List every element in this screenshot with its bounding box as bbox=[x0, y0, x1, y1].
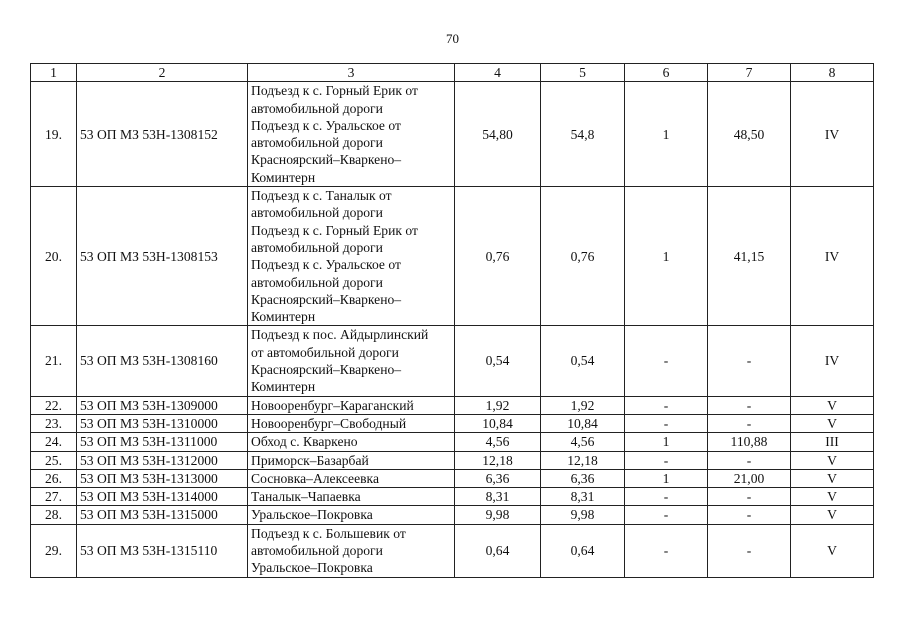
road-name-line: автомобильной дороги bbox=[251, 239, 383, 255]
road-name-line: Красноярский–Кваркено– bbox=[251, 291, 402, 307]
road-code-cell: 53 ОП МЗ 53Н-1314000 bbox=[77, 488, 248, 506]
road-name-line: Подъезд к с. Большевик от bbox=[251, 525, 406, 541]
road-name-line: Красноярский–Кваркено– bbox=[251, 152, 402, 168]
header-cell: 5 bbox=[541, 64, 625, 82]
road-code-cell: 53 ОП МЗ 53Н-1312000 bbox=[77, 451, 248, 469]
value-cell-col6: 1 bbox=[625, 187, 708, 326]
value-cell-col4: 1,92 bbox=[455, 396, 541, 414]
value-cell-col6: 1 bbox=[625, 433, 708, 451]
value-cell-col7: - bbox=[708, 451, 791, 469]
value-cell-col6: - bbox=[625, 414, 708, 432]
row-number-cell: 24. bbox=[31, 433, 77, 451]
value-cell-col5: 1,92 bbox=[541, 396, 625, 414]
road-name-line: Красноярский–Кваркено– bbox=[251, 362, 402, 378]
row-number-cell: 19. bbox=[31, 82, 77, 187]
table-row bbox=[31, 506, 874, 524]
road-name-cell bbox=[248, 414, 455, 432]
road-code-cell: 53 ОП МЗ 53Н-1310000 bbox=[77, 414, 248, 432]
road-name-line: Подъезд к с. Горный Ерик от bbox=[251, 222, 418, 238]
row-number-cell: 23. bbox=[31, 414, 77, 432]
category-cell: V bbox=[791, 488, 874, 506]
road-name-line: Уральское–Покровка bbox=[251, 507, 373, 523]
road-name-line: Подъезд к с. Уральское от bbox=[251, 117, 401, 133]
value-cell-col6: 1 bbox=[625, 82, 708, 187]
road-name-line: автомобильной дороги bbox=[251, 205, 383, 221]
category-cell: IV bbox=[791, 187, 874, 326]
category-cell: V bbox=[791, 451, 874, 469]
road-name-cell bbox=[248, 187, 455, 326]
road-code-cell: 53 ОП МЗ 53Н-1313000 bbox=[77, 469, 248, 487]
road-code-cell: 53 ОП МЗ 53Н-1315110 bbox=[77, 524, 248, 577]
road-name-line: автомобильной дороги bbox=[251, 100, 383, 116]
value-cell-col5: 4,56 bbox=[541, 433, 625, 451]
value-cell-col4: 10,84 bbox=[455, 414, 541, 432]
road-name-cell bbox=[248, 488, 455, 506]
table-row bbox=[31, 414, 874, 432]
table-row bbox=[31, 187, 874, 326]
value-cell-col7: 41,15 bbox=[708, 187, 791, 326]
value-cell-col4: 0,64 bbox=[455, 524, 541, 577]
category-cell: V bbox=[791, 524, 874, 577]
page-number: 70 bbox=[446, 31, 459, 46]
table-row bbox=[31, 82, 874, 187]
road-name-line: Таналык–Чапаевка bbox=[251, 489, 361, 505]
road-name-line: автомобильной дороги bbox=[251, 543, 383, 559]
road-name-cell bbox=[248, 524, 455, 577]
category-cell: IV bbox=[791, 82, 874, 187]
value-cell-col5: 10,84 bbox=[541, 414, 625, 432]
value-cell-col5: 8,31 bbox=[541, 488, 625, 506]
road-name-cell bbox=[248, 326, 455, 396]
road-name-line: Коминтерн bbox=[251, 379, 316, 395]
row-number-cell: 25. bbox=[31, 451, 77, 469]
value-cell-col7: - bbox=[708, 396, 791, 414]
value-cell-col7: - bbox=[708, 488, 791, 506]
road-name-line: от автомобильной дороги bbox=[251, 344, 399, 360]
table-row bbox=[31, 524, 874, 577]
category-cell: V bbox=[791, 414, 874, 432]
row-number-cell: 26. bbox=[31, 469, 77, 487]
value-cell-col5: 9,98 bbox=[541, 506, 625, 524]
road-name-line: Сосновка–Алексеевка bbox=[251, 470, 379, 486]
header-cell: 1 bbox=[31, 64, 77, 82]
value-cell-col4: 0,54 bbox=[455, 326, 541, 396]
value-cell-col7: 21,00 bbox=[708, 469, 791, 487]
road-name-line: Подъезд к с. Горный Ерик от bbox=[251, 83, 418, 99]
road-name-cell bbox=[248, 469, 455, 487]
value-cell-col7: - bbox=[708, 506, 791, 524]
value-cell-col4: 9,98 bbox=[455, 506, 541, 524]
road-name-line: Подъезд к пос. Айдырлинский bbox=[251, 327, 429, 343]
road-name-line: Приморск–Базарбай bbox=[251, 452, 369, 468]
road-name-line: Подъезд к с. Таналык от bbox=[251, 188, 392, 204]
header-cell: 3 bbox=[248, 64, 455, 82]
row-number-cell: 28. bbox=[31, 506, 77, 524]
value-cell-col7: - bbox=[708, 524, 791, 577]
row-number-cell: 29. bbox=[31, 524, 77, 577]
road-name-cell bbox=[248, 433, 455, 451]
category-cell: IV bbox=[791, 326, 874, 396]
value-cell-col4: 54,80 bbox=[455, 82, 541, 187]
roads-table bbox=[30, 63, 874, 578]
value-cell-col4: 4,56 bbox=[455, 433, 541, 451]
road-name-line: Коминтерн bbox=[251, 169, 316, 185]
value-cell-col5: 12,18 bbox=[541, 451, 625, 469]
value-cell-col6: 1 bbox=[625, 469, 708, 487]
header-row bbox=[31, 64, 874, 82]
value-cell-col6: - bbox=[625, 488, 708, 506]
header-cell: 2 bbox=[77, 64, 248, 82]
row-number-cell: 27. bbox=[31, 488, 77, 506]
category-cell: V bbox=[791, 469, 874, 487]
table-row bbox=[31, 488, 874, 506]
road-name-cell bbox=[248, 506, 455, 524]
header-cell: 4 bbox=[455, 64, 541, 82]
road-name-line: Коминтерн bbox=[251, 309, 316, 325]
value-cell-col5: 0,76 bbox=[541, 187, 625, 326]
row-number-cell: 20. bbox=[31, 187, 77, 326]
value-cell-col6: - bbox=[625, 326, 708, 396]
road-name-line: автомобильной дороги bbox=[251, 274, 383, 290]
road-code-cell: 53 ОП МЗ 53Н-1309000 bbox=[77, 396, 248, 414]
category-cell: V bbox=[791, 396, 874, 414]
value-cell-col5: 54,8 bbox=[541, 82, 625, 187]
road-name-line: Новооренбург–Караганский bbox=[251, 397, 414, 413]
road-name-cell bbox=[248, 82, 455, 187]
road-name-line: автомобильной дороги bbox=[251, 135, 383, 151]
row-number-cell: 21. bbox=[31, 326, 77, 396]
value-cell-col4: 12,18 bbox=[455, 451, 541, 469]
value-cell-col6: - bbox=[625, 524, 708, 577]
road-code-cell: 53 ОП МЗ 53Н-1308153 bbox=[77, 187, 248, 326]
value-cell-col5: 0,64 bbox=[541, 524, 625, 577]
category-cell: III bbox=[791, 433, 874, 451]
header-cell: 6 bbox=[625, 64, 708, 82]
road-name-cell bbox=[248, 396, 455, 414]
road-code-cell: 53 ОП МЗ 53Н-1308152 bbox=[77, 82, 248, 187]
table-row bbox=[31, 326, 874, 396]
value-cell-col6: - bbox=[625, 506, 708, 524]
road-code-cell: 53 ОП МЗ 53Н-1315000 bbox=[77, 506, 248, 524]
value-cell-col6: - bbox=[625, 451, 708, 469]
value-cell-col4: 6,36 bbox=[455, 469, 541, 487]
road-name-line: Уральское–Покровка bbox=[251, 560, 373, 576]
value-cell-col5: 0,54 bbox=[541, 326, 625, 396]
value-cell-col4: 8,31 bbox=[455, 488, 541, 506]
road-name-line: Обход с. Кваркено bbox=[251, 434, 358, 450]
road-code-cell: 53 ОП МЗ 53Н-1311000 bbox=[77, 433, 248, 451]
value-cell-col6: - bbox=[625, 396, 708, 414]
road-name-line: Подъезд к с. Уральское от bbox=[251, 257, 401, 273]
value-cell-col7: 110,88 bbox=[708, 433, 791, 451]
header-cell: 8 bbox=[791, 64, 874, 82]
table-row bbox=[31, 451, 874, 469]
value-cell-col5: 6,36 bbox=[541, 469, 625, 487]
road-code-cell: 53 ОП МЗ 53Н-1308160 bbox=[77, 326, 248, 396]
value-cell-col7: 48,50 bbox=[708, 82, 791, 187]
road-name-line: Новооренбург–Свободный bbox=[251, 415, 407, 431]
value-cell-col7: - bbox=[708, 414, 791, 432]
row-number-cell: 22. bbox=[31, 396, 77, 414]
table-row bbox=[31, 433, 874, 451]
table-row bbox=[31, 396, 874, 414]
value-cell-col7: - bbox=[708, 326, 791, 396]
road-name-cell bbox=[248, 451, 455, 469]
header-cell: 7 bbox=[708, 64, 791, 82]
category-cell: V bbox=[791, 506, 874, 524]
table-row bbox=[31, 469, 874, 487]
table-body bbox=[31, 82, 874, 577]
value-cell-col4: 0,76 bbox=[455, 187, 541, 326]
